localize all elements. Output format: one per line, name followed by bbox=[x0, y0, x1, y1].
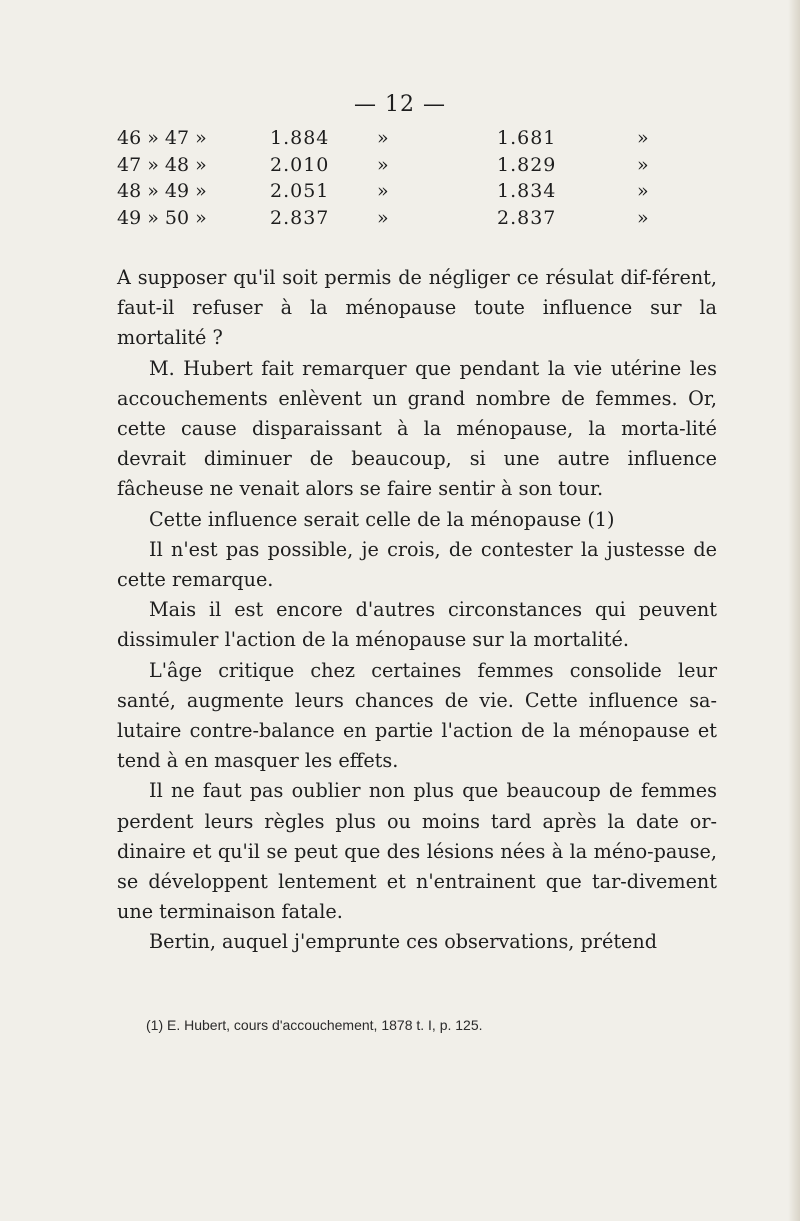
page-edge bbox=[788, 0, 800, 1221]
ditto-mark: » bbox=[377, 127, 389, 149]
value-2: 1.829 bbox=[497, 153, 557, 176]
paragraph: Bertin, auquel j'emprunte ces observations, prétend bbox=[149, 930, 658, 954]
age-range: 49 » 50 » bbox=[117, 206, 207, 229]
ditto-mark: » bbox=[637, 206, 649, 229]
table-row bbox=[117, 154, 717, 181]
age-range: 46 » 47 » bbox=[117, 127, 207, 149]
paragraph: Cette influence serait celle de la ménopause (1) bbox=[149, 507, 615, 531]
body-text bbox=[117, 263, 717, 958]
value-2: 1.681 bbox=[497, 127, 557, 149]
table-row bbox=[117, 127, 717, 154]
value-2: 2.837 bbox=[497, 206, 557, 229]
table-row bbox=[117, 207, 717, 234]
value-2: 1.834 bbox=[497, 180, 557, 202]
age-range: 48 » 49 » bbox=[117, 180, 207, 202]
value-1: 1.884 bbox=[270, 127, 330, 149]
value-1: 2.051 bbox=[270, 180, 330, 202]
ditto-mark: » bbox=[377, 180, 389, 202]
paragraph: Mais il est encore d'autres circonstances qui peuvent dissimuler l'action de la ménopause sur la mortalité. bbox=[117, 598, 717, 652]
page-number: — 12 — bbox=[354, 92, 446, 117]
paragraph: Il n'est pas possible, je crois, de contester la justesse de cette remarque. bbox=[117, 537, 717, 592]
age-range: 47 » 48 » bbox=[117, 153, 207, 176]
ditto-mark: » bbox=[637, 180, 649, 202]
ditto-mark: » bbox=[377, 206, 389, 229]
ditto-mark: » bbox=[637, 127, 649, 149]
footnote: (1) E. Hubert, cours d'accouchement, 1878 t. I, p. 125. bbox=[146, 1017, 483, 1033]
paragraph: Il ne faut pas oublier non plus que beaucoup de femmes perdent leurs règles plus ou moins tard après la date or-dinaire et qu'il se peut que des lésions nées à la méno-pause, se développent lentement et n'entrainent que tar-divement une terminaison fatale. bbox=[117, 779, 717, 924]
ditto-mark: » bbox=[637, 153, 649, 176]
table-row bbox=[117, 180, 717, 207]
paragraph: M. Hubert fait remarquer que pendant la vie utérine les accouchements enlèvent un grand nombre de femmes. Or, cette cause disparaissant à la ménopause, la morta-lité devrait diminuer de beaucoup, si une autre influence fâcheuse ne venait alors se faire sentir à son tour. bbox=[117, 356, 717, 501]
value-1: 2.837 bbox=[270, 206, 330, 229]
ditto-mark: » bbox=[377, 153, 389, 176]
paragraph: A supposer qu'il soit permis de négliger ce résulat dif-férent, faut-il refuser à la ménopause toute influence sur la mortalité ? bbox=[117, 266, 717, 350]
mortality-table bbox=[117, 127, 717, 233]
paragraph: L'âge critique chez certaines femmes consolide leur santé, augmente leurs chances de vie. Cette influence sa-lutaire contre-balance en partie l'action de la ménopause et tend à en masquer les effets. bbox=[117, 658, 717, 773]
value-1: 2.010 bbox=[270, 153, 330, 176]
